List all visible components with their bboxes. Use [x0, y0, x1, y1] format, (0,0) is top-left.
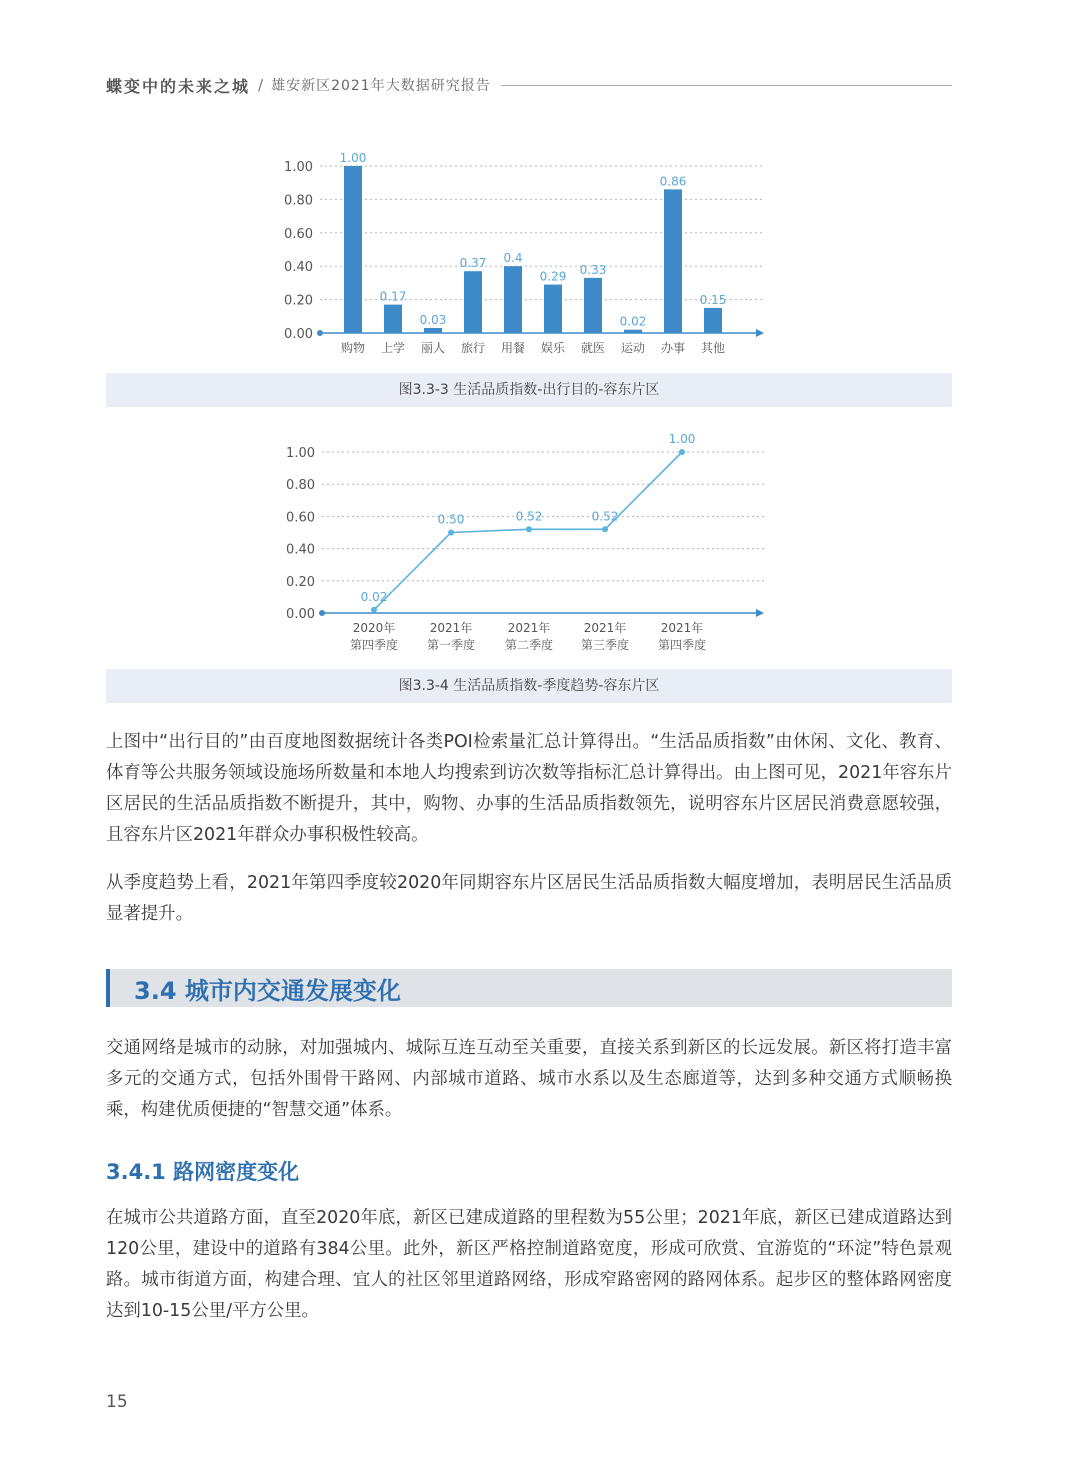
line-chart-quarterly-trend [106, 425, 952, 670]
y-tick-label: 0.00 [286, 607, 315, 622]
bar-value-label: 1.00 [339, 151, 367, 165]
x-category-label: 旅行 [460, 341, 486, 355]
y-tick-label: 0.00 [284, 327, 313, 342]
x-category-label: 用餐 [500, 341, 526, 355]
x-category-label-line1: 2021年 [583, 621, 627, 635]
bar-value-label: 0.4 [503, 251, 523, 266]
x-category-label-line1: 2021年 [660, 621, 704, 635]
x-category-label-line1: 2021年 [429, 621, 473, 635]
point-value-label: 1.00 [668, 432, 696, 446]
bar-value-label: 0.02 [619, 314, 647, 329]
data-point [371, 607, 377, 613]
x-category-label-line2: 第三季度 [580, 638, 630, 652]
bar [664, 189, 682, 333]
page-header [106, 72, 952, 98]
x-category-label: 办事 [660, 341, 686, 355]
y-tick-label: 0.60 [284, 226, 313, 242]
x-axis-origin-dot [319, 610, 325, 616]
y-tick-label: 1.00 [286, 446, 315, 461]
x-axis-arrow-icon [756, 329, 764, 337]
paragraph-chart-explanation: 上图中“出行目的”由百度地图数据统计各类POI检索量汇总计算得出。“生活品质指数”由休闲、文化、教育、体育等公共服务领域设施场所数量和本地人均搜索到访次数等指标汇总计算得出。由上图可见，2021年容东片区居民的生活品质指数不断提升，其中，购物、办事的生活品质指数领先，说明容东片区居民消费意愿较强，且容东片区2021年群众办事积极性较高。 [106, 732, 952, 845]
x-category-label: 购物 [340, 341, 366, 355]
bar [584, 278, 602, 333]
data-point [526, 526, 532, 532]
x-category-label-line2: 第四季度 [349, 638, 399, 652]
bar [464, 271, 482, 333]
bar [424, 328, 442, 333]
report-series-title: 蝶变中的未来之城 [106, 76, 251, 96]
point-value-label: 0.50 [437, 512, 465, 527]
page-number: 15 [106, 1392, 128, 1412]
y-tick-label: 0.40 [286, 542, 315, 558]
bar-value-label: 0.86 [659, 174, 687, 189]
y-tick-label: 0.60 [286, 510, 315, 526]
data-point [679, 449, 685, 455]
x-category-label: 娱乐 [540, 341, 566, 355]
data-point [448, 530, 454, 536]
bar [544, 285, 562, 333]
x-category-label: 丽人 [420, 341, 446, 355]
bar-value-label: 0.37 [459, 256, 487, 271]
x-category-label-line1: 2021年 [507, 621, 551, 635]
bar-chart-svg [106, 140, 952, 366]
x-axis-origin-dot [317, 330, 323, 336]
paragraph-transport-network: 交通网络是城市的动脉，对加强城内、城际互连互动至关重要，直接关系到新区的长远发展。新区将打造丰富多元的交通方式，包括外围骨干路网、内部城市道路、城市水系以及生态廊道等，达到多种交通方式顺畅换乘，构建优质便捷的“智慧交通”体系。 [106, 1038, 952, 1120]
bar-value-label: 0.03 [419, 312, 447, 327]
paragraph-quarterly-trend: 从季度趋势上看，2021年第四季度较2020年同期容东片区居民生活品质指数大幅度增加，表明居民生活品质显著提升。 [106, 873, 952, 924]
y-tick-label: 1.00 [284, 160, 313, 175]
x-category-label-line2: 第一季度 [426, 638, 476, 652]
point-value-label: 0.52 [591, 509, 619, 524]
header-rule [501, 85, 952, 86]
y-tick-label: 0.80 [284, 193, 313, 209]
bar [504, 266, 522, 333]
bar-value-label: 0.33 [579, 262, 607, 277]
x-category-label: 运动 [620, 341, 646, 355]
section-title: 3.4 城市内交通发展变化 [134, 976, 401, 1005]
bar-value-label: 0.15 [699, 292, 727, 307]
figure-caption-2: 图3.3-4 生活品质指数-季度趋势-容东片区 [106, 669, 952, 703]
paragraph-road-density: 在城市公共道路方面，直至2020年底，新区已建成道路的里程数为55公里；2021年底，新区已建成道路达到120公里，建设中的道路有384公里。此外，新区严格控制道路宽度，形成可欣赏、宜游览的“环淀”特色景观路。城市街道方面，构建合理、宜人的社区邻里道路网络，形成窄路密网的路网体系。起步区的整体路网密度达到10-15公里/平方公里。 [106, 1208, 952, 1321]
bar [384, 305, 402, 333]
x-category-label-line2: 第二季度 [504, 638, 554, 652]
point-value-label: 0.52 [515, 509, 543, 524]
data-point [602, 526, 608, 532]
header-separator: / [258, 76, 264, 94]
bar-value-label: 0.17 [379, 289, 407, 304]
y-tick-label: 0.40 [284, 260, 313, 276]
subsection-title: 3.4.1 路网密度变化 [106, 1160, 300, 1184]
x-category-label-line2: 第四季度 [657, 638, 707, 652]
bar [344, 166, 362, 333]
x-category-label: 上学 [380, 341, 406, 355]
figure-caption-1: 图3.3-3 生活品质指数-出行目的-容东片区 [106, 373, 952, 407]
y-tick-label: 0.20 [284, 293, 313, 309]
section-heading-bar [106, 969, 952, 1007]
bar-chart-travel-purpose [106, 140, 952, 366]
y-tick-label: 0.80 [286, 478, 315, 494]
report-title: 雄安新区2021年大数据研究报告 [271, 78, 491, 94]
x-axis-arrow-icon [756, 609, 764, 617]
x-category-label: 就医 [580, 341, 606, 355]
line-chart-svg [106, 425, 952, 670]
x-category-label-line1: 2020年 [352, 621, 396, 635]
y-tick-label: 0.20 [286, 574, 315, 590]
bar [624, 330, 642, 333]
point-value-label: 0.02 [360, 589, 388, 604]
x-category-label: 其他 [700, 341, 726, 355]
bar [704, 308, 722, 333]
bar-value-label: 0.29 [539, 269, 567, 284]
